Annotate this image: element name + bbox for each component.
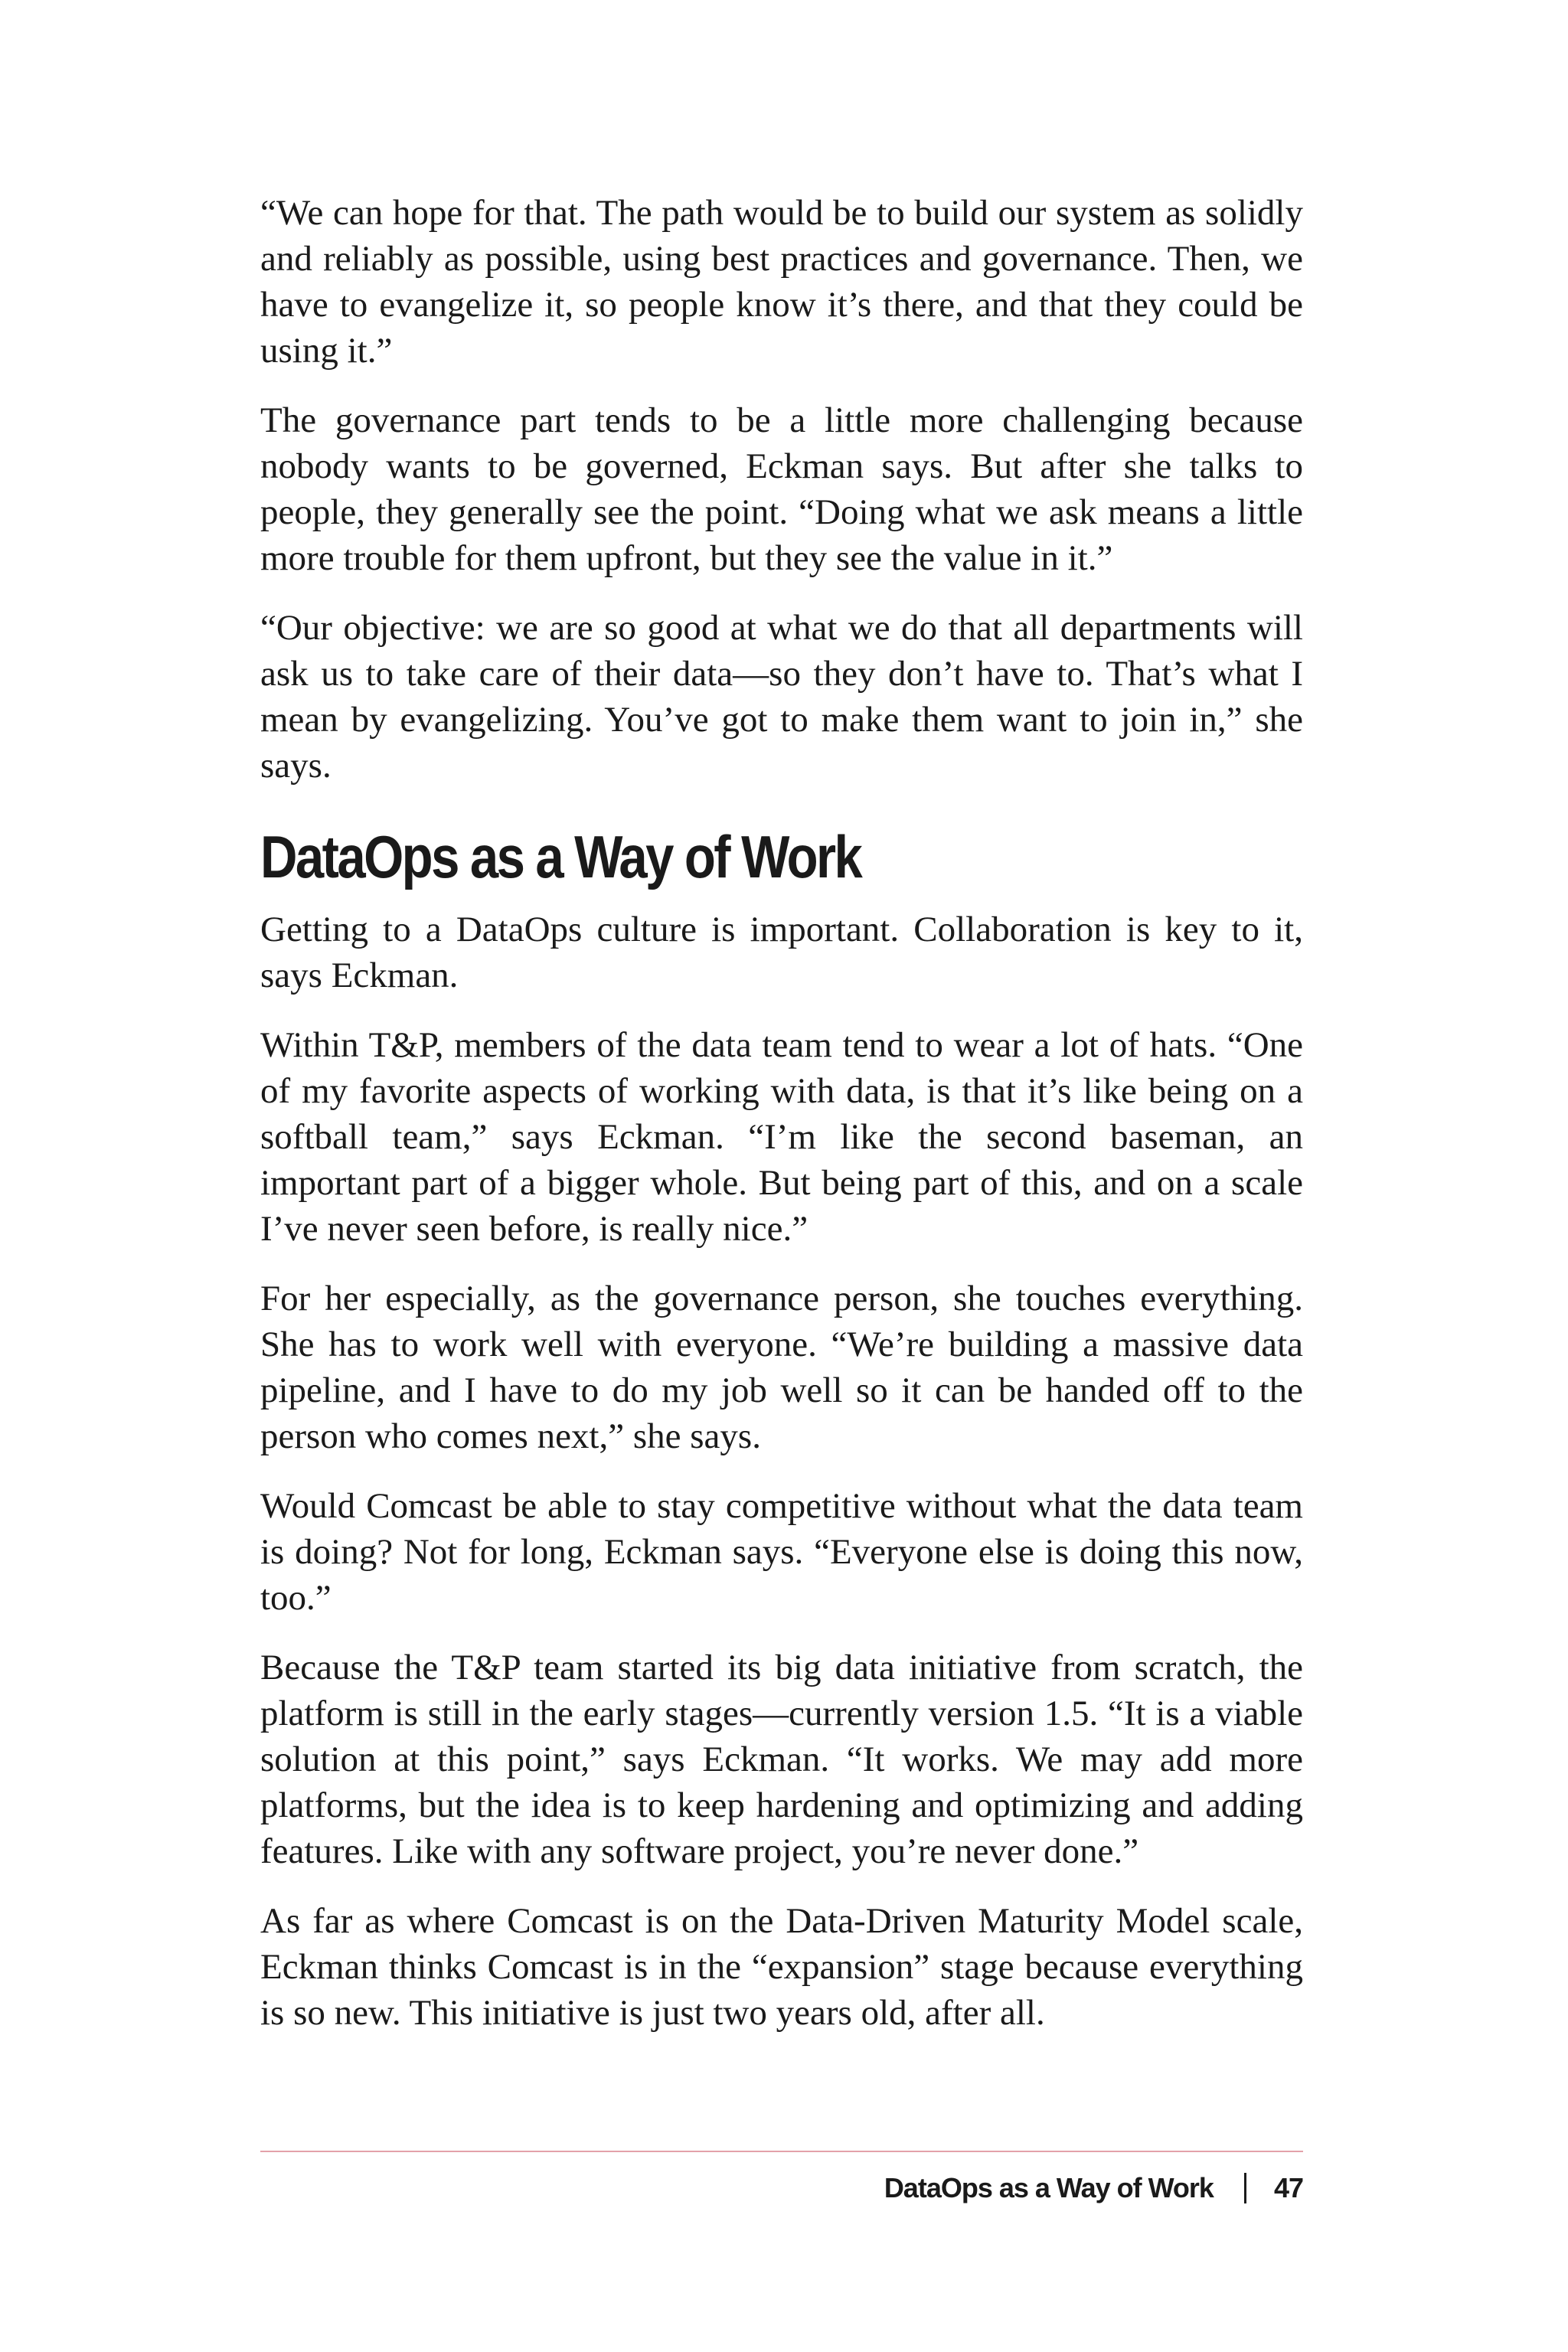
paragraph: Getting to a DataOps culture is important. Collaboration is key to it, says Eckman. bbox=[260, 910, 1303, 995]
paragraph: As far as where Comcast is on the Data-Driven Maturity Model scale, Eckman thinks Comcast is in the “expansion” stage because everything is so new. This initiative is just two years old, after all. bbox=[260, 1901, 1303, 2033]
page-body bbox=[260, 190, 1303, 2060]
footer-divider bbox=[260, 2151, 1303, 2152]
page-number: 47 bbox=[1273, 2172, 1303, 2203]
paragraph: “Our objective: we are so good at what we do that all departments will ask us to take care of their data—so they don’t have to. That’s what I mean by evangelizing. You’ve got to make them want to join in,” she says. bbox=[260, 608, 1303, 786]
paragraph: The governance part tends to be a little more challenging because nobody wants to be governed, Eckman says. But after she talks to people, they generally see the point. “Doing what we ask means a little more trouble for them upfront, but they see the value in it.” bbox=[260, 400, 1303, 578]
paragraph: For her especially, as the governance person, she touches everything. She has to work well with everyone. “We’re building a massive data pipeline, and I have to do my job well so it can be handed off to the person who comes next,” she says. bbox=[260, 1279, 1303, 1456]
paragraph: “We can hope for that. The path would be to build our system as solidly and reliably as possible, using best practices and governance. Then, we have to evangelize it, so people know it’s there, and that they could be using it.” bbox=[260, 193, 1303, 371]
page-footer bbox=[884, 2167, 1303, 2210]
paragraph: Would Comcast be able to stay competitive without what the data team is doing? Not for long, Eckman says. “Everyone else is doing this now, too.” bbox=[260, 1486, 1303, 1618]
paragraph: Because the T&P team started its big data initiative from scratch, the platform is still in the early stages—currently version 1.5. “It is a viable solution at this point,” says Eckman. “It works. We may add more platforms, but the idea is to keep hardening and optimizing and adding features. Like with any software project, you’re never done.” bbox=[260, 1648, 1303, 1871]
footer-separator bbox=[1244, 2173, 1246, 2203]
paragraph: Within T&P, members of the data team tend to wear a lot of hats. “One of my favorite aspects of working with data, is that it’s like being on a softball team,” says Eckman. “I’m like the second baseman, an important part of a bigger whole. But being part of this, and on a scale I’ve never seen before, is really nice.” bbox=[260, 1025, 1303, 1249]
running-title: DataOps as a Way of Work bbox=[884, 2172, 1214, 2203]
section-heading: DataOps as a Way of Work bbox=[260, 823, 861, 890]
